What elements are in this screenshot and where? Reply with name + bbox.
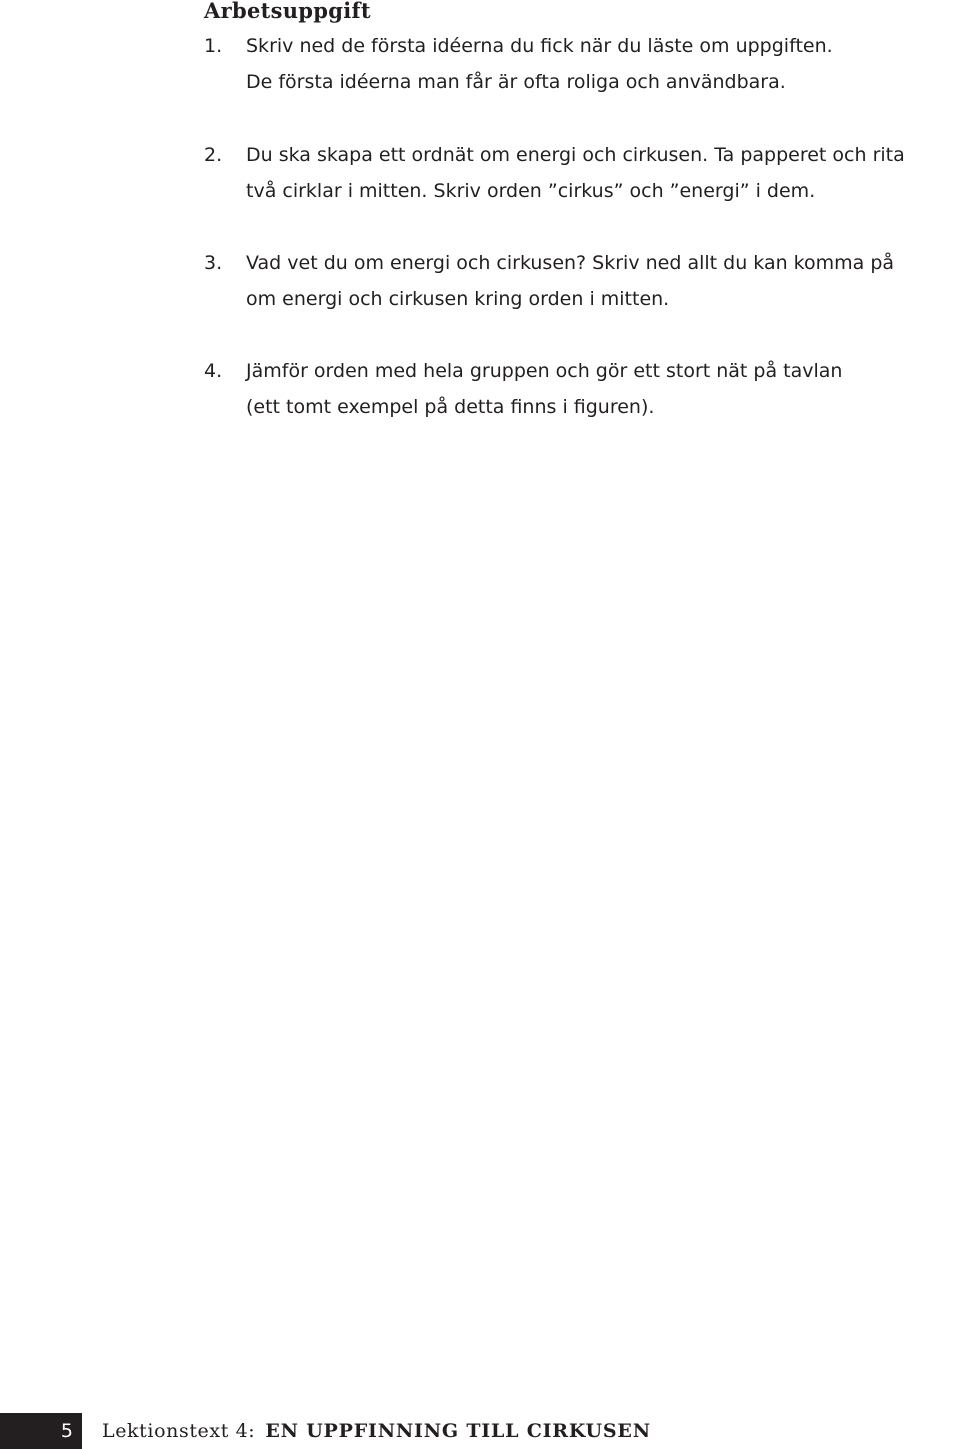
task-text-line: Vad vet du om energi och cirkusen? Skriv ned allt du kan komma på (246, 252, 895, 274)
task-number: 4. (204, 360, 223, 382)
page-number-badge (0, 1413, 82, 1449)
footer-title: EN UPPFINNING TILL CIRKUSEN (265, 1420, 651, 1442)
footer-caption (102, 1413, 651, 1449)
task-text-line: (ett tomt exempel på detta finns i figuren). (246, 396, 655, 418)
task-item-2 (204, 137, 960, 209)
page-number: 5 (60, 1420, 73, 1442)
page-footer (0, 1413, 960, 1449)
page-heading: Arbetsuppgift (204, 0, 371, 23)
task-number: 1. (204, 35, 223, 57)
task-text-line: Du ska skapa ett ordnät om energi och cirkusen. Ta papperet och rita (246, 144, 905, 166)
task-item-1 (204, 28, 960, 100)
task-number: 3. (204, 252, 223, 274)
task-text-line: Jämför orden med hela gruppen och gör ett stort nät på tavlan (246, 360, 843, 382)
footer-series: Lektionstext 4: (102, 1420, 256, 1442)
task-item-3 (204, 245, 960, 317)
task-text-line: två cirklar i mitten. Skriv orden ”cirkus” och ”energi” i dem. (246, 180, 816, 202)
task-number: 2. (204, 144, 223, 166)
task-text-line: om energi och cirkusen kring orden i mitten. (246, 288, 670, 310)
task-text-line: Skriv ned de första idéerna du fick när du läste om uppgiften. (246, 35, 833, 57)
task-item-4 (204, 353, 960, 425)
task-text-line: De första idéerna man får är ofta roliga och användbara. (246, 71, 786, 93)
